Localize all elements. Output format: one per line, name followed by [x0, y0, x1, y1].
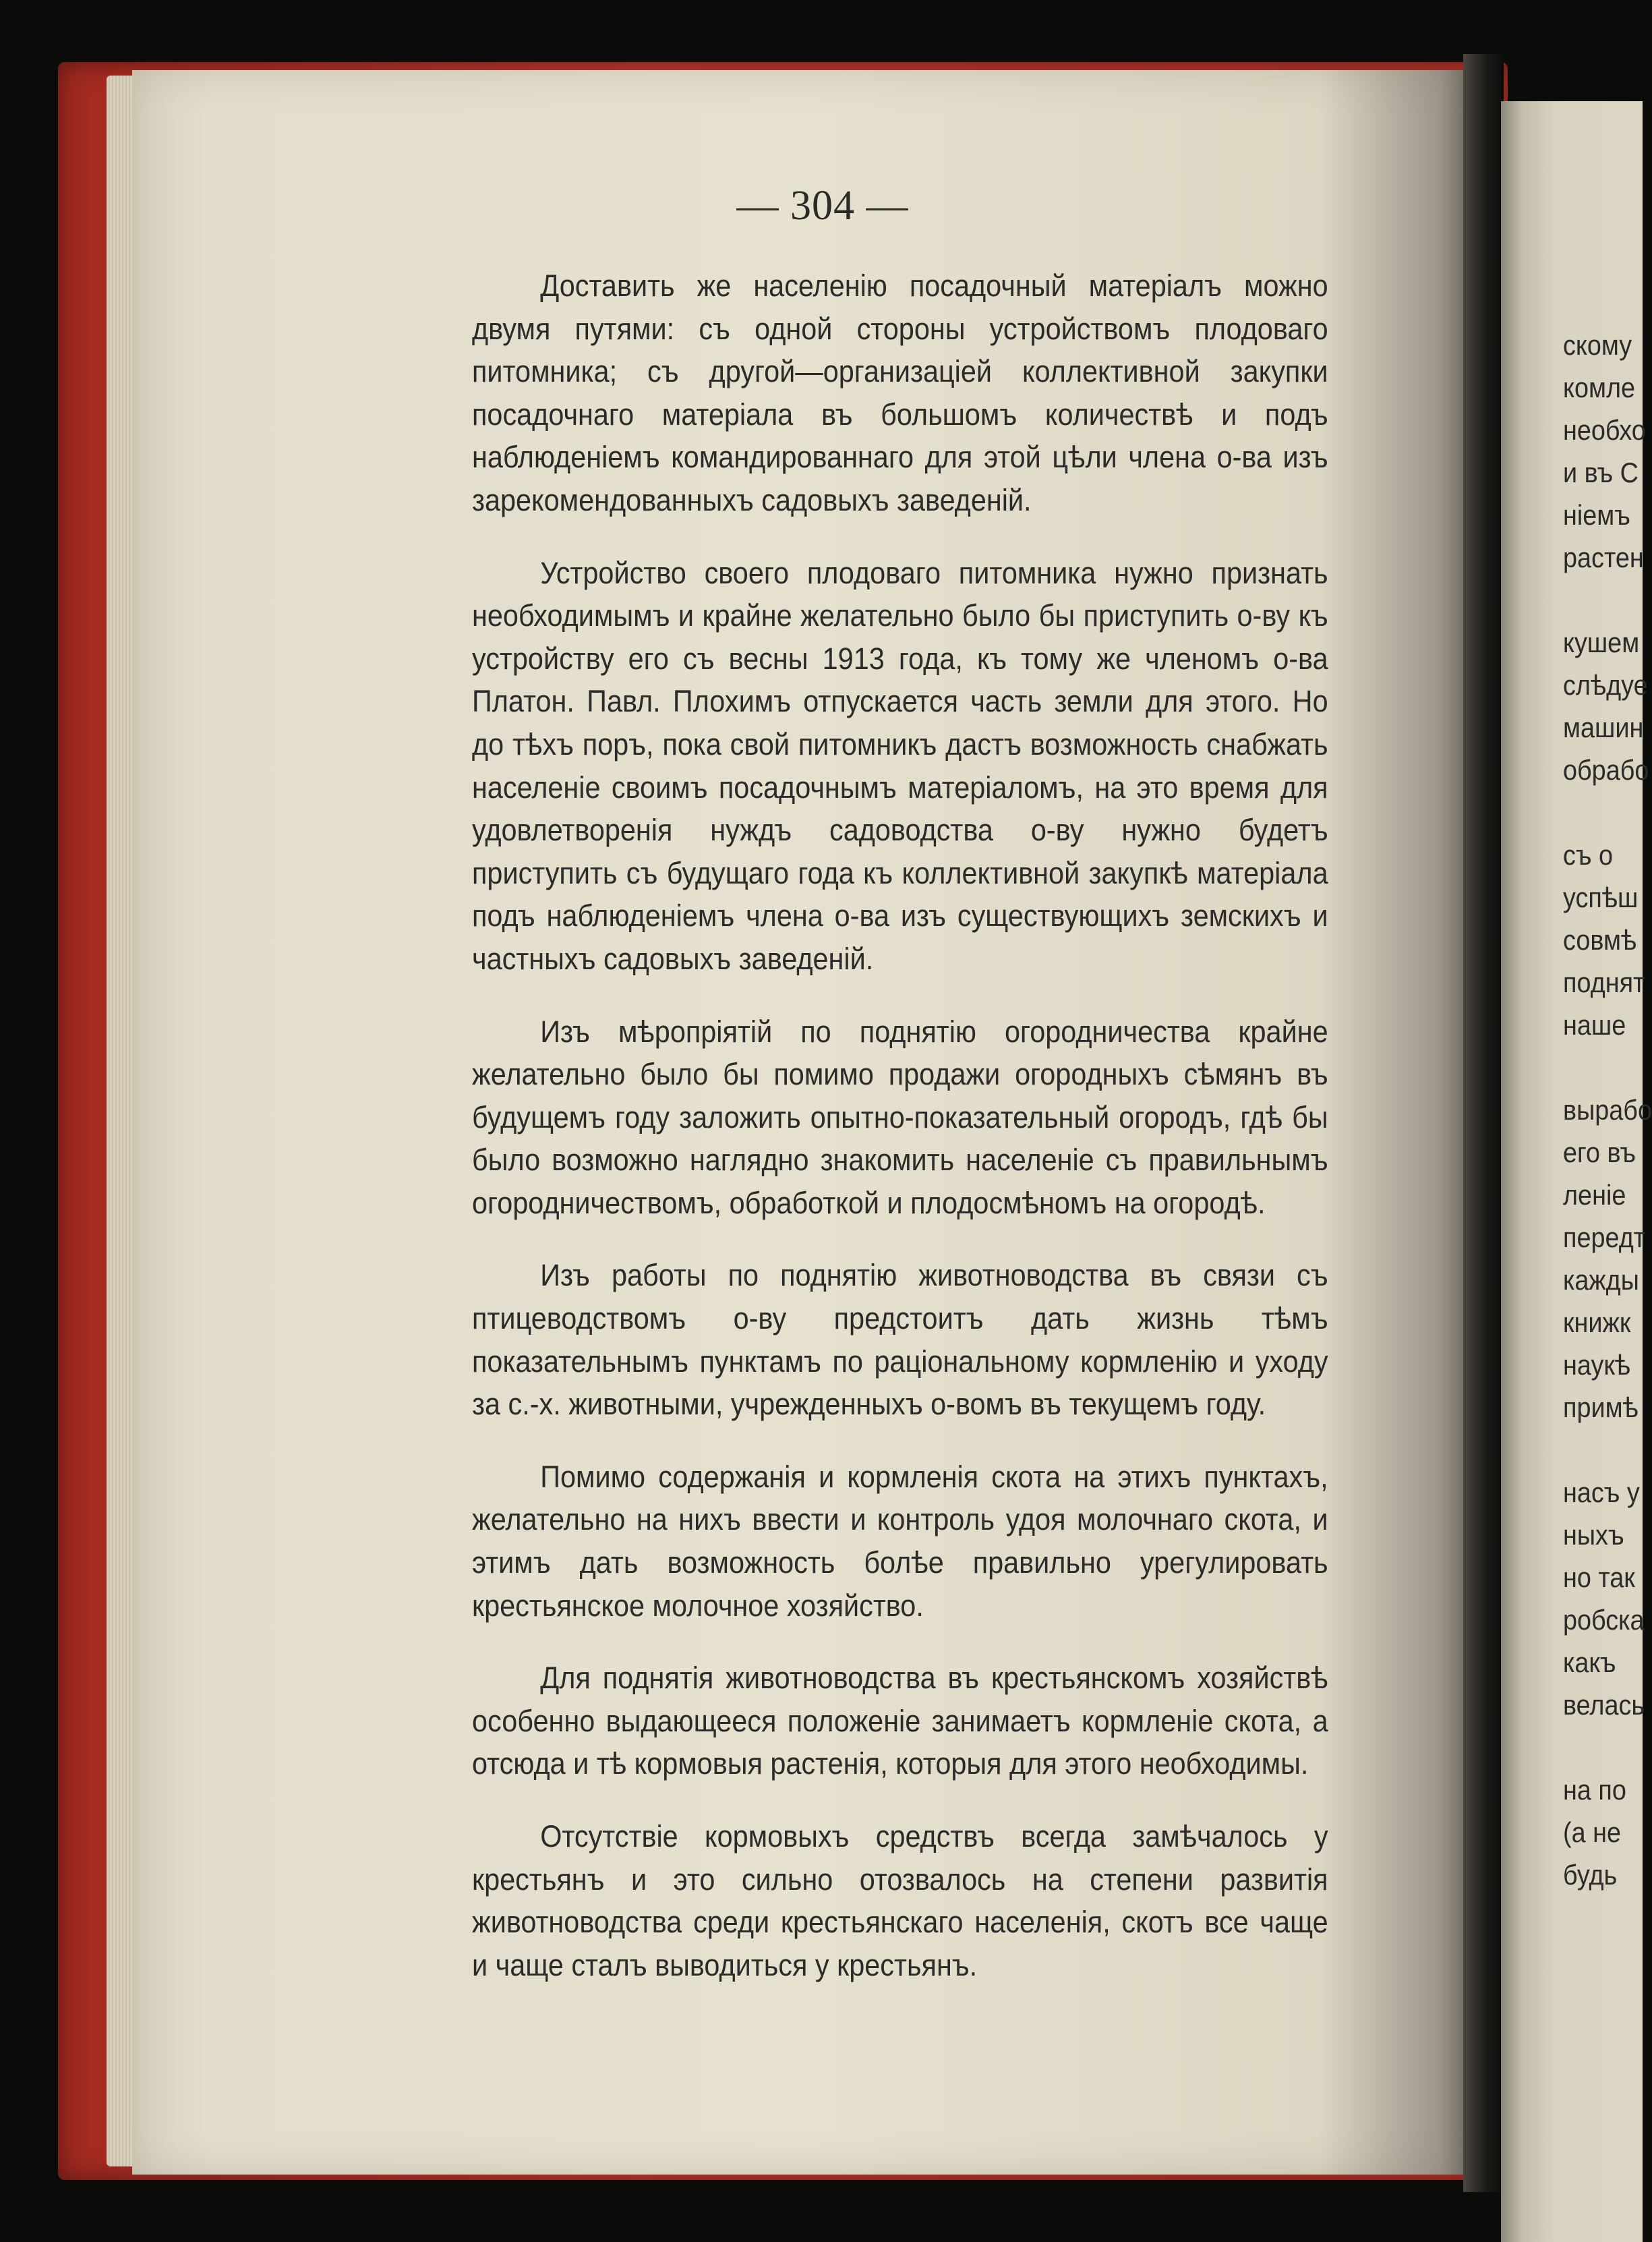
- next-page-line: необхо: [1563, 414, 1646, 446]
- page-body: [472, 264, 1328, 2016]
- next-page-line: ныхъ: [1563, 1519, 1624, 1551]
- next-page-line: [1563, 579, 1652, 621]
- next-page-line: вырабо: [1563, 1094, 1652, 1126]
- next-page-line: совмѣ: [1563, 924, 1637, 956]
- next-page-line: робска: [1563, 1604, 1645, 1636]
- next-page-line: кушем: [1563, 627, 1640, 658]
- paragraph-1: Доставить же населенію посадочный матеріалъ можно двумя путями: съ одной стороны устройствомъ плодоваго питомника; съ другой—организацiей коллективной закупки посадочнаго матеріала въ большомъ количествѣ и подъ наблюденіемъ командированнаго для этой цѣли члена о-ва изъ зарекомендованныхъ садовыхъ заведеній.: [472, 268, 1328, 517]
- next-page-line: леніе: [1563, 1179, 1626, 1211]
- next-page-line: скому: [1563, 329, 1632, 361]
- next-page-line: велась: [1563, 1689, 1645, 1721]
- next-page-line: [1563, 1046, 1652, 1089]
- next-page-line: передт: [1563, 1221, 1646, 1253]
- next-page-line: успѣш: [1563, 882, 1639, 913]
- next-page-line: [1563, 1726, 1652, 1769]
- next-page-line: слѣдуе: [1563, 669, 1648, 701]
- next-page-line: комле: [1563, 372, 1636, 403]
- next-page-line: но так: [1563, 1561, 1635, 1593]
- next-page-line: ніемъ: [1563, 499, 1630, 531]
- next-page-line: какъ: [1563, 1646, 1616, 1678]
- paragraph-7: Отсутствіе кормовыхъ средствъ всегда замѣчалось у крестьянъ и это сильно отозвалось на степени развитія животноводства среди крестьянскаго населенія, скотъ все чаще и чаще сталъ выводиться у крестьянъ.: [472, 1819, 1328, 1982]
- next-page-line: (а не: [1563, 1816, 1622, 1848]
- next-page-line: съ о: [1563, 839, 1614, 871]
- paragraph-5: Помимо содержанія и кормленія скота на этихъ пунктахъ, желательно на нихъ ввести и контроль удоя молочнаго скота, и этимъ дать возможность болѣе правильно урегулировать крестьянское молочное хозяйство.: [472, 1459, 1328, 1623]
- next-page-line: машин: [1563, 712, 1644, 743]
- next-page-line: растен: [1563, 542, 1644, 573]
- next-page-line: наше: [1563, 1009, 1626, 1041]
- page-number: — 304 —: [736, 183, 909, 229]
- next-page-line: на по: [1563, 1774, 1626, 1806]
- next-page-line: примѣ: [1563, 1391, 1639, 1423]
- page-edges: [107, 76, 134, 2166]
- next-page-line: насъ у: [1563, 1476, 1640, 1508]
- next-page-line: будь: [1563, 1859, 1618, 1891]
- book-gutter: [1463, 54, 1504, 2192]
- next-page-line: наукѣ: [1563, 1349, 1631, 1381]
- next-page-line: обрабо: [1563, 754, 1649, 786]
- paragraph-3: Изъ мѣропріятій по поднятію огородничества крайне желательно было бы помимо продажи огородныхъ сѣмянъ въ будущемъ году заложить опытно-показательный огородъ, гдѣ бы было возможно наглядно знакомить населеніе съ правильнымъ огородничествомъ, обработкой и плодосмѣномъ на огородѣ.: [472, 1014, 1328, 1220]
- next-page-line: книжк: [1563, 1306, 1631, 1338]
- next-page-line: [1563, 1429, 1652, 1471]
- next-page-line: [1563, 791, 1652, 834]
- next-page-text-fragments: [1563, 324, 1652, 1896]
- next-page-line: поднят: [1563, 967, 1645, 998]
- next-page-line: и въ С: [1563, 457, 1639, 488]
- paragraph-6: Для поднятія животноводства въ крестьянскомъ хозяйствѣ особенно выдающееся положеніе занимаетъ кормленіе скота, а отсюда и тѣ кормовыя растенія, которыя для этого необходимы.: [472, 1661, 1328, 1781]
- next-page-line: кажды: [1563, 1264, 1639, 1296]
- next-page-line: его въ: [1563, 1137, 1636, 1168]
- paragraph-4: Изъ работы по поднятію животноводства въ связи съ птицеводствомъ о-ву предстоитъ дать жизнь тѣмъ показательнымъ пунктамъ по раціональному кормленію и уходу за с.-х. животными, учрежденныхъ о-вомъ въ текущемъ году.: [472, 1258, 1328, 1422]
- paragraph-2: Устройство своего плодоваго питомника нужно признать необходимымъ и крайне желательно было бы приступить о-ву къ устройству его съ весны 1913 года, къ тому же членомъ о-ва Платон. Павл. Плохимъ отпускается часть земли для этого. Но до тѣхъ поръ, пока свой питомникъ дастъ возможность снабжать населеніе своимъ посадочнымъ матеріаломъ, на это время для удовлетворенія нуждъ садоводства о-ву нужно будетъ приступить съ будущаго года къ коллективной закупкѣ матеріала подъ наблюденіемъ члена о-ва изъ существующихъ земскихъ и частныхъ садовыхъ заведеній.: [472, 555, 1328, 976]
